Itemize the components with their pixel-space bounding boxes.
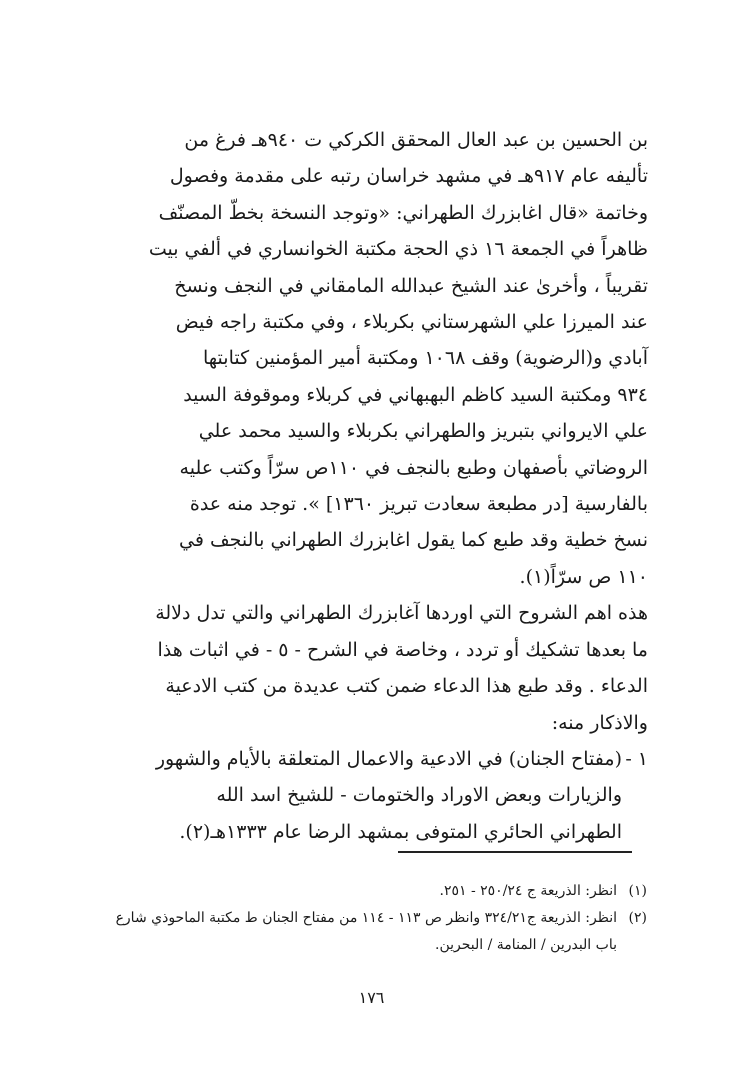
text-line: ١١٠ ص سرّاً(١). — [519, 565, 648, 588]
text-line: الدعاء . وقد طبع هذا الدعاء ضمن كتب عديدة من كتب الادعية — [165, 675, 648, 698]
footnote-text: انظر: الذريعة ج٣٢٤/٢١ وانظر ص ١١٣ - ١١٤ من مفتاح الجنان ط مكتبة الماحوذي شارع باب البدرين / المنامة / البحرين. — [115, 910, 617, 953]
paragraph-commentary-description — [100, 122, 648, 595]
text-line: عند الميرزا علي الشهرستاني بكربلاء ، وفي مكتبة راجه فيض — [175, 311, 648, 334]
text-line: تقريباً ، وأخرىٰ عند الشيخ عبدالله المامقاني في النجف ونسخ — [174, 274, 648, 297]
list-item-text — [100, 741, 622, 850]
text-line: ما بعدها تشكيك أو تردد ، وخاصة في الشرح - ٥ - في اثبات هذا — [157, 638, 648, 661]
footnote-2 — [105, 905, 647, 959]
footnotes — [105, 878, 647, 959]
text-line: بالفارسية [در مطبعة سعادت تبريز ١٣٦٠] ». توجد منه عدة — [189, 493, 648, 516]
text-line: آبادي و(الرضوية) وقف ١٠٦٨ ومكتبة أمير المؤمنين كتابتها — [203, 347, 648, 370]
body-text — [100, 122, 648, 850]
footnote-1 — [105, 878, 647, 905]
text-line: والاذكار منه: — [551, 711, 648, 734]
list-item-number: ١ - — [625, 747, 648, 770]
text-line: الروضاتي بأصفهان وطبع بالنجف في ١١٠ص سرّاً وكتب عليه — [179, 456, 648, 479]
page-number: ١٧٦ — [358, 988, 385, 1007]
footnote-number: (٢) — [628, 910, 647, 926]
text-line: الطهراني الحائري المتوفى بمشهد الرضا عام ١٣٣٣هـ(٢). — [179, 820, 622, 843]
text-line: والزيارات وبعض الاوراد والختومات - للشيخ اسد الله — [216, 784, 622, 807]
text-line: ظاهراً في الجمعة ١٦ ذي الحجة مكتبة الخوانساري في ألفي بيت — [148, 238, 648, 261]
footnote-text: انظر: الذريعة ج ٢٥٠/٢٤ - ٢٥١. — [439, 883, 617, 899]
text-line: وخاتمة «قال اغابزرك الطهراني: «وتوجد النسخة بخطّ المصنّف — [158, 201, 648, 224]
footnote-separator — [398, 851, 632, 853]
text-line: نسخ خطية وقد طبع كما يقول اغابزرك الطهراني بالنجف في — [178, 529, 648, 552]
paragraph-prints-intro — [100, 595, 648, 741]
text-line: ٩٣٤ ومكتبة السيد كاظم البهبهاني في كربلاء وموقوفة السيد — [183, 383, 648, 406]
text-line: تأليفه عام ٩١٧هـ في مشهد خراسان رتبه على مقدمة وفصول — [169, 165, 648, 188]
text-line: بن الحسين بن عبد العال المحقق الكركي ت ٩٤٠هـ فرغ من — [184, 129, 648, 151]
text-line: علي الايرواني بتبريز والطهراني بكربلاء والسيد محمد علي — [198, 420, 648, 443]
text-line: (مفتاح الجنان) في الادعية والاعمال المتعلقة بالأيام والشهور — [155, 747, 622, 770]
text-line: هذه اهم الشروح التي اوردها آغابزرك الطهراني والتي تدل دلالة — [155, 602, 648, 625]
footnote-number: (١) — [628, 883, 647, 899]
list-item-miftah-al-jinan — [100, 741, 648, 850]
